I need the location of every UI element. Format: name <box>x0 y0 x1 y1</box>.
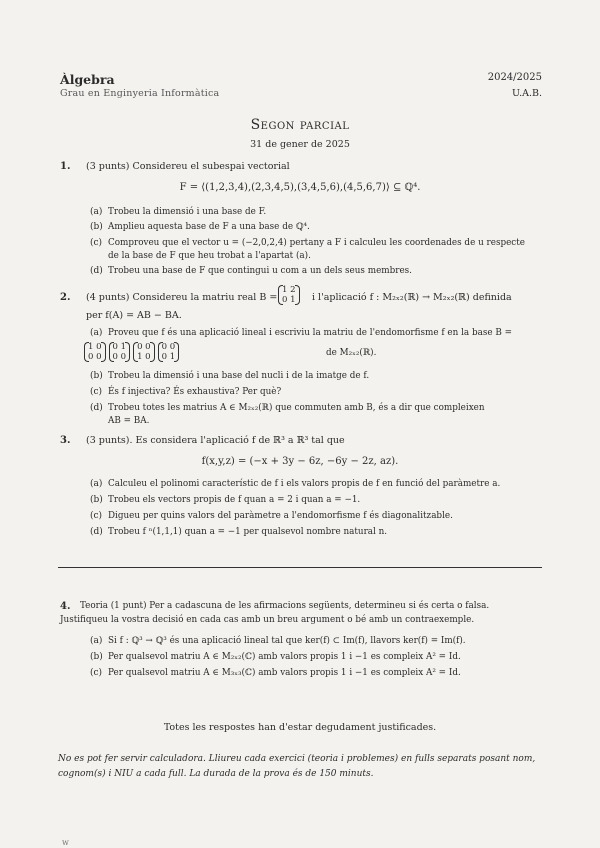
q2-item-text: Trobeu la dimensió i una base del nucli i de la imatge de f. <box>108 371 370 381</box>
q4-item-label: (a) <box>90 636 103 646</box>
matrix-row: 0 0 <box>161 341 176 352</box>
q1-item-text: Trobeu la dimensió i una base de F. <box>108 207 267 217</box>
q3-item-text: Trobeu els vectors propis de f quan a = 2 i quan a = −1. <box>108 495 361 505</box>
q1-item-text: Trobeu una base de F que contingui u com a un dels seus membres. <box>108 266 412 276</box>
q2-intro-b: i l'aplicació f : M₂ₓ₂(ℝ) → M₂ₓ₂(ℝ) definida <box>312 292 512 303</box>
q4-item-text: Per qualsevol matriu A ∈ M₂ₓ₂(ℂ) amb valors propis 1 i −1 es compleix A² = Id. <box>108 652 461 662</box>
instructions-note: No es pot fer servir calculadora. Lliureu cada exercici (teoria i problemes) en fulls separats posant nom, cognom(s) i NIU a cada full. La durada de la prova és de 150 minuts. <box>58 754 536 779</box>
q2-item-text-cont: AB = BA. <box>108 416 150 426</box>
matrix-row: 0 1 <box>282 294 296 305</box>
justification-note: Totes les respostes han d'estar degudament justificades. <box>163 722 437 733</box>
matrix-row: 0 1 <box>112 341 127 352</box>
q3-item-text: Trobeu f ⁿ(1,1,1) quan a = −1 per qualsevol nombre natural n. <box>108 527 388 537</box>
exam-title: Segon parcial <box>250 117 350 133</box>
degree-name: Grau en Enginyeria Informàtica <box>60 88 220 99</box>
q1-item-label: (b) <box>90 222 103 232</box>
q2-number: 2. <box>60 292 71 303</box>
q3-item-label: (c) <box>90 511 103 521</box>
exam-date: 31 de gener de 2025 <box>250 139 350 150</box>
q3-number: 3. <box>60 435 71 446</box>
q4-item-label: (b) <box>90 652 103 662</box>
q1-item-label: (a) <box>90 207 103 217</box>
q2-intro-a: (4 punts) Considereu la matriu real B = <box>86 292 278 303</box>
q2-item-label: (d) <box>90 403 103 413</box>
q1-item-label: (c) <box>90 238 103 248</box>
matrix-row: 1 0 <box>137 351 151 362</box>
q2-item-label: (a) <box>90 328 103 338</box>
q4-number: 4. <box>60 601 71 612</box>
q2-item-a-text: Proveu que f és una aplicació lineal i escriviu la matriu de l'endomorfisme f en la base B = <box>108 328 512 338</box>
matrix-row: 1 0 <box>88 341 102 352</box>
matrix-row: 0 0 <box>112 351 127 362</box>
q3-intro: (3 punts). Es considera l'aplicació f de ℝ³ a ℝ³ tal que <box>86 435 345 446</box>
q4-item-text: Per qualsevol matriu A ∈ M₃ₓ₃(ℂ) amb valors propis 1 i −1 es compleix A² = Id. <box>108 668 461 678</box>
university: U.A.B. <box>511 88 542 99</box>
q1-item-text: Comproveu que el vector u = (−2,0,2,4) pertany a F i calculeu les coordenades de u respecte <box>108 238 525 248</box>
matrix-row: 0 0 <box>88 351 102 362</box>
matrix-row: 1 2 <box>282 284 296 295</box>
q3-formula: f(x,y,z) = (−x + 3y − 6z, −6y − 2z, az). <box>201 456 399 467</box>
academic-year: 2024/2025 <box>487 72 542 83</box>
q4-intro-2: Justifiqueu la vostra decisió en cada cas amb un breu argument o bé amb un contraexemple. <box>60 615 475 625</box>
q4-intro-1: Teoria (1 punt) Per a cadascuna de les afirmacions següents, determineu si és certa o falsa. <box>80 601 490 611</box>
matrix-row: 0 0 <box>137 341 151 352</box>
q1-intro: (3 punts) Considereu el subespai vectorial <box>86 161 290 172</box>
matrix-b <box>278 284 300 305</box>
q3-item-text: Calculeu el polinomi característic de f i els valors propis de f en funció del paràmetre a. <box>108 479 501 489</box>
q1-item-label: (d) <box>90 266 103 276</box>
q2-item-label: (b) <box>90 371 103 381</box>
q2-item-text: És f injectiva? És exhaustiva? Per què? <box>108 387 282 397</box>
q4-item-label: (c) <box>90 668 103 678</box>
q1-item-text: Amplieu aquesta base de F a una base de ℚ⁴. <box>108 222 310 232</box>
course-title: Àlgebra <box>60 72 115 87</box>
basis-matrices <box>84 341 179 362</box>
q3-item-label: (d) <box>90 527 103 537</box>
separator-rule <box>58 567 542 568</box>
q2-item-text: Trobeu totes les matrius A ∈ M₂ₓ₂(ℝ) que commuten amb B, és a dir que compleixen <box>108 403 485 413</box>
q2-intro-c: per f(A) = AB − BA. <box>86 310 182 321</box>
q3-item-label: (a) <box>90 479 103 489</box>
q3-item-text: Digueu per quins valors del paràmetre a l'endomorfisme f és diagonalitzable. <box>108 511 453 521</box>
q1-item-text-cont: de la base de F que heu trobat a l'apartat (a). <box>108 251 311 261</box>
q1-formula: F = ⟨(1,2,3,4),(2,3,4,5),(3,4,5,6),(4,5,6,7)⟩ ⊆ ℚ⁴. <box>179 182 421 193</box>
q1-number: 1. <box>60 161 71 172</box>
q4-item-text: Si f : ℚ³ → ℚ³ és una aplicació lineal tal que ker(f) ⊂ Im(f), llavors ker(f) = Im(f). <box>108 636 466 646</box>
q3-item-label: (b) <box>90 495 103 505</box>
q2-item-a-text-cont: de M₂ₓ₂(ℝ). <box>326 348 377 358</box>
matrix-row: 0 1 <box>161 351 176 362</box>
q2-item-label: (c) <box>90 387 103 397</box>
scan-mark: w <box>62 838 69 847</box>
